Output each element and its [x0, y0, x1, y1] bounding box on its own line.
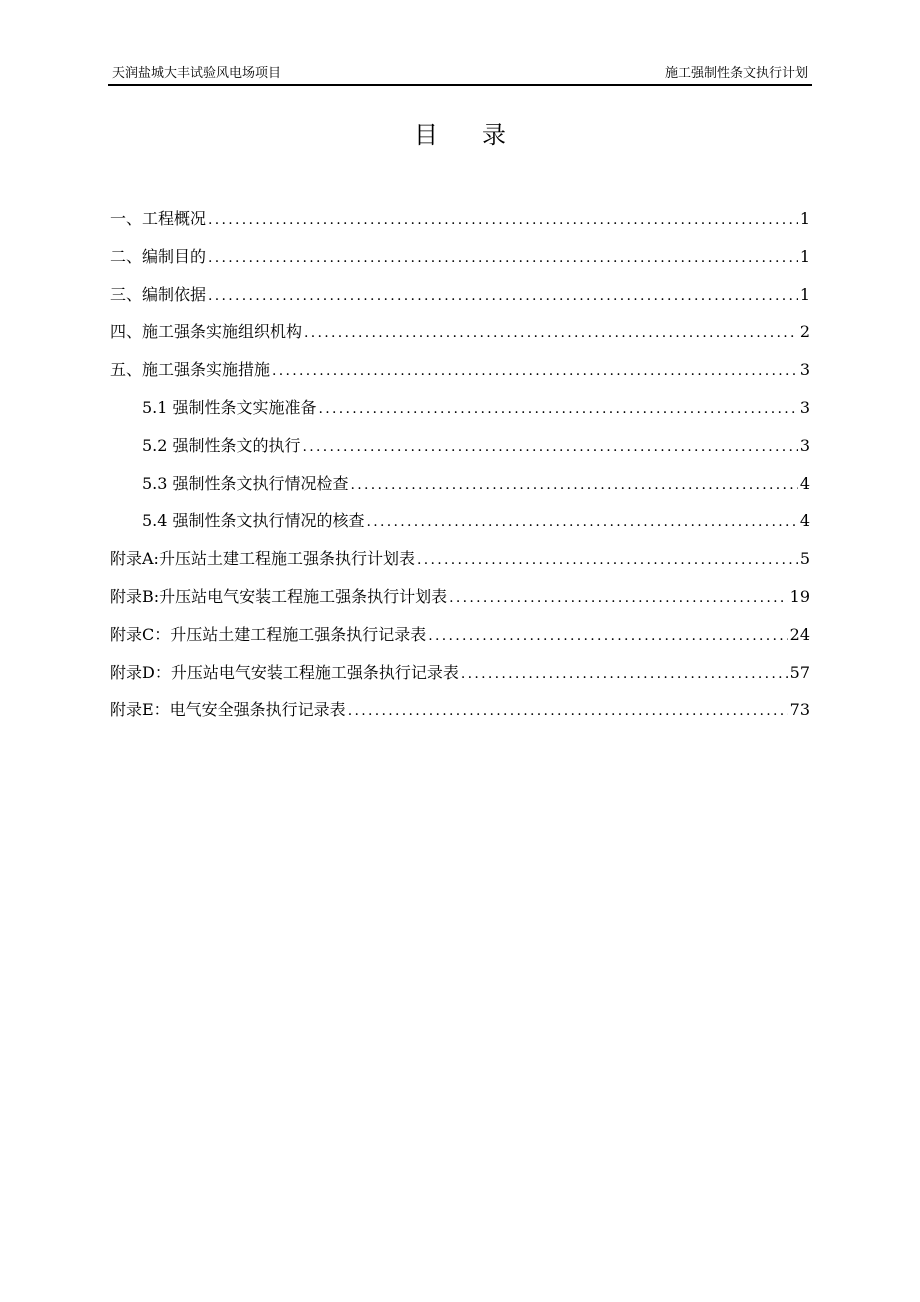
toc-dot-leader	[304, 315, 798, 353]
toc-page-number: 57	[789, 662, 810, 682]
toc-dot-leader	[417, 542, 798, 580]
page-header	[108, 64, 812, 86]
toc-entry-label: 5.3 强制性条文执行情况检查	[142, 473, 349, 493]
toc-entry-label: 附录D：升压站电气安装工程施工强条执行记录表	[110, 662, 459, 682]
toc-entry-label: 5.1 强制性条文实施准备	[142, 397, 317, 417]
toc-entry-label: 四、施工强条实施组织机构	[110, 322, 303, 342]
toc-page-number: 3	[799, 435, 810, 455]
toc-dot-leader	[272, 353, 798, 391]
toc-dot-leader	[208, 240, 798, 278]
toc-entry[interactable]	[110, 540, 810, 578]
toc-subsection-entry[interactable]	[110, 427, 810, 465]
toc-subsection-entry[interactable]	[110, 502, 810, 540]
toc-page-number: 24	[789, 624, 810, 644]
header-divider	[108, 84, 812, 86]
toc-page-number: 1	[799, 246, 810, 266]
table-of-contents	[110, 200, 810, 729]
toc-entry[interactable]	[110, 351, 810, 389]
toc-dot-leader	[208, 202, 798, 240]
toc-entry[interactable]	[110, 691, 810, 729]
toc-page-number: 1	[799, 284, 810, 304]
toc-dot-leader	[303, 429, 798, 467]
toc-dot-leader	[208, 278, 798, 316]
toc-entry-label: 5.4 强制性条文执行情况的核查	[142, 511, 365, 531]
toc-page-number: 4	[799, 511, 810, 531]
toc-page-number: 3	[799, 360, 810, 380]
toc-entry-label: 附录B:升压站电气安装工程施工强条执行计划表	[110, 586, 448, 606]
toc-subsection-entry[interactable]	[110, 465, 810, 503]
toc-entry-label: 二、编制目的	[110, 246, 207, 266]
toc-dot-leader	[348, 693, 788, 731]
toc-page-number: 73	[789, 700, 810, 720]
toc-entry[interactable]	[110, 616, 810, 654]
toc-dot-leader	[367, 504, 798, 542]
toc-title: 目录	[414, 121, 550, 149]
toc-entry-label: 附录C：升压站土建工程施工强条执行记录表	[110, 624, 427, 644]
toc-page-number: 3	[799, 397, 810, 417]
toc-entry[interactable]	[110, 200, 810, 238]
toc-entry-label: 附录E：电气安全强条执行记录表	[110, 700, 346, 720]
toc-entry-label: 三、编制依据	[110, 284, 207, 304]
header-document-name: 施工强制性条文执行计划	[664, 66, 808, 81]
toc-dot-leader	[449, 580, 787, 618]
toc-entry-label: 一、工程概况	[110, 209, 207, 228]
toc-entry[interactable]	[110, 313, 810, 351]
toc-entry-label: 附录A:升压站土建工程施工强条执行计划表	[110, 549, 415, 569]
header-project-name: 天润盐城大丰试验风电场项目	[112, 66, 282, 81]
toc-entry-label: 五、施工强条实施措施	[110, 360, 271, 380]
toc-page-number: 2	[799, 322, 810, 342]
toc-dot-leader	[319, 391, 798, 429]
toc-page-number: 1	[799, 209, 810, 228]
toc-entry[interactable]	[110, 654, 810, 692]
toc-page-number: 19	[789, 586, 810, 606]
toc-entry[interactable]	[110, 578, 810, 616]
toc-page-number: 5	[799, 549, 810, 569]
toc-page-number: 4	[799, 473, 810, 493]
toc-dot-leader	[428, 618, 787, 656]
toc-entry-label: 5.2 强制性条文的执行	[142, 435, 301, 455]
toc-entry[interactable]	[110, 276, 810, 314]
toc-subsection-entry[interactable]	[110, 389, 810, 427]
toc-dot-leader	[351, 467, 798, 505]
toc-entry[interactable]	[110, 238, 810, 276]
toc-dot-leader	[461, 656, 788, 694]
